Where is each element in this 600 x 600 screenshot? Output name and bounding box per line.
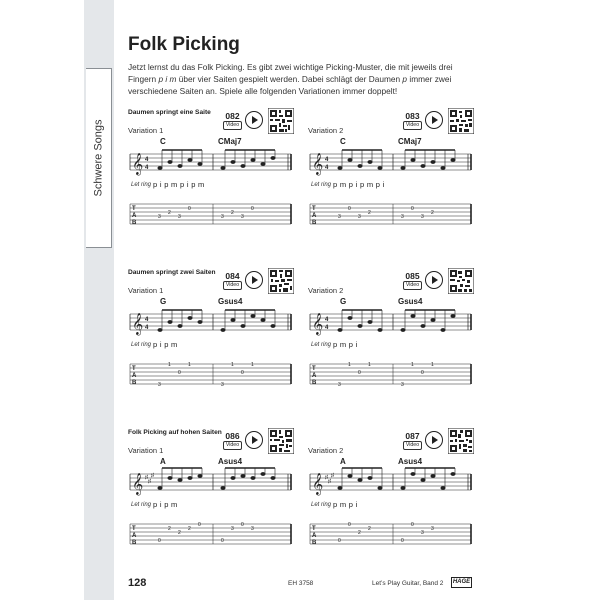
svg-text:0: 0 [401, 538, 404, 544]
svg-text:0: 0 [178, 370, 181, 376]
picking-pattern: p m p i [333, 340, 358, 349]
svg-text:0: 0 [251, 206, 254, 212]
svg-text:B: B [312, 220, 317, 226]
video-label: Video [223, 441, 242, 450]
svg-text:3: 3 [221, 214, 224, 220]
svg-text:𝄞: 𝄞 [132, 153, 144, 175]
play-video-icon[interactable] [245, 111, 263, 129]
track-number: 083 [405, 111, 420, 121]
intro-part: über vier Saiten gespielt werden. Dabei schlägt der Daumen [176, 74, 403, 84]
notation-staff [308, 146, 473, 234]
svg-text:0: 0 [348, 522, 351, 528]
chord-label: Asus4 [398, 457, 423, 466]
svg-text:B: B [312, 380, 317, 386]
svg-text:4: 4 [325, 157, 329, 163]
svg-text:1: 1 [188, 362, 191, 368]
video-label: Video [403, 441, 422, 450]
svg-text:3: 3 [221, 382, 224, 388]
exercise-block [128, 268, 300, 408]
play-video-icon[interactable] [425, 431, 443, 449]
svg-text:4: 4 [145, 157, 149, 163]
chord-label: C [340, 137, 346, 146]
variation-label: Variation 1 [128, 126, 164, 135]
track-number: 082 [225, 111, 240, 121]
chord-label: A [340, 457, 346, 466]
svg-text:T: T [132, 206, 136, 212]
intro-part: immer zwei verschiedene Saiten an. Spiele alle folgenden Variationen immer doppelt! [128, 74, 452, 96]
svg-text:3: 3 [401, 214, 404, 220]
svg-text:1: 1 [251, 362, 254, 368]
picking-pattern: p i p m [153, 340, 178, 349]
intro-text [128, 61, 473, 97]
let-ring-label: Let ring [311, 182, 332, 188]
svg-text:3: 3 [338, 214, 341, 220]
svg-text:3: 3 [158, 214, 161, 220]
edition-code: EH 3758 [288, 580, 314, 587]
svg-text:B: B [132, 220, 137, 226]
svg-text:0: 0 [411, 206, 414, 212]
svg-text:1: 1 [411, 362, 414, 368]
notation-staff [308, 466, 473, 554]
track-badge [400, 108, 425, 133]
svg-text:2: 2 [168, 210, 171, 216]
svg-text:1: 1 [368, 362, 371, 368]
svg-text:4: 4 [325, 165, 329, 171]
svg-text:𝄞: 𝄞 [312, 313, 324, 335]
qr-code-icon[interactable] [448, 428, 474, 454]
video-label: Video [403, 121, 422, 130]
track-badge [220, 428, 245, 453]
intro-part: Jetzt lernst du das Folk Picking. Es gibt zwei wichtige Picking-Muster, die mit jeweils drei Fingern [128, 62, 453, 84]
exercise-heading: Daumen springt eine Saite [128, 109, 211, 116]
svg-text:1: 1 [168, 362, 171, 368]
track-number: 085 [405, 271, 420, 281]
svg-text:𝄞: 𝄞 [312, 153, 324, 175]
svg-text:2: 2 [231, 210, 234, 216]
svg-text:4: 4 [325, 317, 329, 323]
chord-label: A [160, 457, 166, 466]
chord-label: G [160, 297, 167, 306]
svg-text:0: 0 [188, 206, 191, 212]
svg-text:0: 0 [198, 522, 201, 528]
chord-label: C [160, 137, 166, 146]
notation-staff [128, 306, 293, 394]
notation-staff [308, 306, 473, 394]
svg-text:♯: ♯ [145, 475, 148, 481]
svg-text:2: 2 [188, 526, 191, 532]
svg-text:A: A [132, 533, 137, 539]
notation-staff [128, 146, 293, 234]
svg-text:3: 3 [401, 382, 404, 388]
svg-text:3: 3 [178, 214, 181, 220]
exercise-block [308, 108, 480, 248]
picking-pattern: p i p m [153, 500, 178, 509]
svg-text:T: T [132, 366, 136, 372]
chord-label: G [340, 297, 347, 306]
chapter-tab-label: Schwere Songs [92, 119, 105, 197]
track-badge [400, 428, 425, 453]
svg-text:𝄞: 𝄞 [132, 473, 144, 495]
svg-text:♯: ♯ [148, 479, 151, 485]
svg-text:2: 2 [431, 210, 434, 216]
variation-label: Variation 1 [128, 446, 164, 455]
chord-label: Asus4 [218, 457, 243, 466]
svg-text:A: A [312, 373, 317, 379]
notation-staff [128, 466, 293, 554]
svg-text:0: 0 [421, 370, 424, 376]
svg-text:4: 4 [325, 325, 329, 331]
svg-text:4: 4 [145, 325, 149, 331]
svg-text:1: 1 [348, 362, 351, 368]
page-number: 128 [128, 577, 147, 589]
svg-text:3: 3 [358, 214, 361, 220]
svg-text:0: 0 [241, 370, 244, 376]
let-ring-label: Let ring [131, 182, 152, 188]
chord-label: Gsus4 [218, 297, 243, 306]
svg-text:1: 1 [431, 362, 434, 368]
play-video-icon[interactable] [425, 271, 443, 289]
svg-text:A: A [132, 213, 137, 219]
svg-text:♯: ♯ [328, 479, 331, 485]
svg-text:♯: ♯ [151, 473, 154, 479]
svg-text:3: 3 [251, 526, 254, 532]
svg-text:1: 1 [231, 362, 234, 368]
svg-text:4: 4 [145, 317, 149, 323]
svg-text:A: A [312, 213, 317, 219]
variation-label: Variation 2 [308, 126, 344, 135]
svg-text:♯: ♯ [331, 473, 334, 479]
svg-text:2: 2 [368, 526, 371, 532]
svg-text:4: 4 [145, 165, 149, 171]
book-title: Let’s Play Guitar, Band 2 [372, 580, 444, 587]
svg-text:2: 2 [168, 526, 171, 532]
svg-text:0: 0 [358, 370, 361, 376]
let-ring-label: Let ring [131, 342, 152, 348]
let-ring-label: Let ring [311, 342, 332, 348]
svg-text:3: 3 [158, 382, 161, 388]
svg-text:2: 2 [368, 210, 371, 216]
exercise-block [308, 428, 480, 568]
variation-label: Variation 2 [308, 286, 344, 295]
exercise-heading: Folk Picking auf hohen Saiten [128, 429, 222, 436]
qr-code-icon[interactable] [448, 268, 474, 294]
svg-text:0: 0 [241, 522, 244, 528]
chord-label: CMaj7 [398, 137, 422, 146]
qr-code-icon[interactable] [448, 108, 474, 134]
svg-text:♯: ♯ [325, 475, 328, 481]
play-video-icon[interactable] [245, 271, 263, 289]
track-number: 087 [405, 431, 420, 441]
chord-label: Gsus4 [398, 297, 423, 306]
svg-text:3: 3 [421, 530, 424, 536]
svg-text:3: 3 [431, 526, 434, 532]
intro-emphasis: p i m [158, 74, 177, 84]
svg-text:B: B [312, 540, 317, 546]
publisher-logo: HAGE [451, 577, 472, 588]
let-ring-label: Let ring [311, 502, 332, 508]
svg-text:A: A [132, 373, 137, 379]
chord-label: CMaj7 [218, 137, 242, 146]
variation-label: Variation 2 [308, 446, 344, 455]
picking-pattern: p m p i p m p i [333, 180, 385, 189]
page-title: Folk Picking [128, 34, 240, 55]
svg-text:𝄞: 𝄞 [312, 473, 324, 495]
let-ring-label: Let ring [131, 502, 152, 508]
svg-text:A: A [312, 533, 317, 539]
track-number: 084 [225, 271, 240, 281]
svg-text:3: 3 [231, 526, 234, 532]
svg-text:T: T [132, 526, 136, 532]
exercise-heading: Daumen springt zwei Saiten [128, 269, 216, 276]
play-video-icon[interactable] [245, 431, 263, 449]
svg-text:𝄞: 𝄞 [132, 313, 144, 335]
svg-text:B: B [132, 540, 137, 546]
track-badge [400, 268, 425, 293]
svg-text:0: 0 [158, 538, 161, 544]
exercise-block [128, 428, 300, 568]
svg-text:0: 0 [338, 538, 341, 544]
track-badge [220, 108, 245, 133]
svg-text:T: T [312, 366, 316, 372]
track-badge [220, 268, 245, 293]
video-label: Video [403, 281, 422, 290]
chapter-tab [86, 68, 112, 248]
picking-pattern: p i p m p i p m [153, 180, 205, 189]
video-label: Video [223, 281, 242, 290]
svg-text:B: B [132, 380, 137, 386]
qr-code-icon[interactable] [268, 428, 294, 454]
variation-label: Variation 1 [128, 286, 164, 295]
play-video-icon[interactable] [425, 111, 443, 129]
svg-text:3: 3 [421, 214, 424, 220]
svg-text:0: 0 [348, 206, 351, 212]
exercise-block [308, 268, 480, 408]
svg-text:2: 2 [358, 530, 361, 536]
svg-text:0: 0 [221, 538, 224, 544]
picking-pattern: p m p i [333, 500, 358, 509]
svg-text:3: 3 [338, 382, 341, 388]
svg-text:T: T [312, 206, 316, 212]
exercise-block [128, 108, 300, 248]
video-label: Video [223, 121, 242, 130]
svg-text:T: T [312, 526, 316, 532]
svg-text:3: 3 [241, 214, 244, 220]
track-number: 086 [225, 431, 240, 441]
qr-code-icon[interactable] [268, 108, 294, 134]
svg-text:0: 0 [411, 522, 414, 528]
svg-text:2: 2 [178, 530, 181, 536]
intro-emphasis: p [402, 74, 408, 84]
qr-code-icon[interactable] [268, 268, 294, 294]
